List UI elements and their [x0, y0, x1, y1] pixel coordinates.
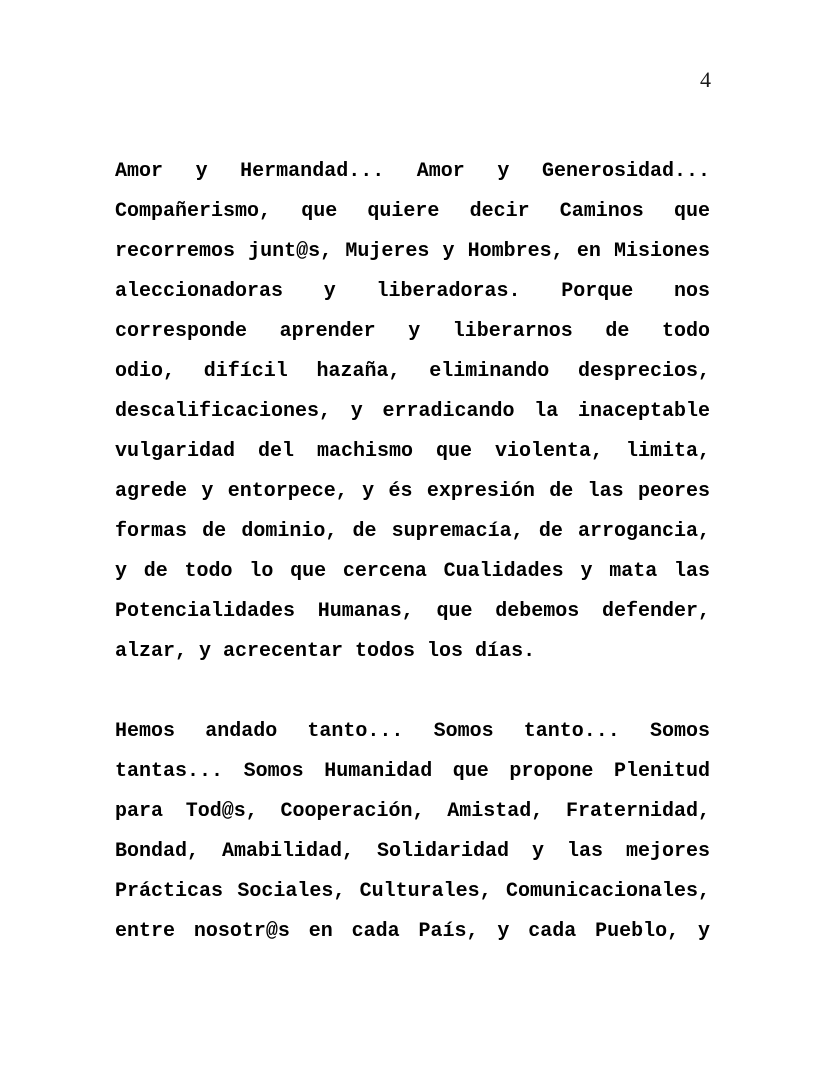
text-line: agrede y entorpece, y és expresión de las peores: [115, 480, 710, 503]
text-line: Amor y Hermandad... Amor y Generosidad...: [115, 160, 710, 183]
paragraph-2: [115, 712, 710, 952]
text-line: Hemos andado tanto... Somos tanto... Somos: [115, 720, 710, 743]
text-line: alzar, y acrecentar todos los días.: [115, 640, 536, 663]
text-line: recorremos junt@s, Mujeres y Hombres, en Misiones: [115, 240, 710, 263]
text-line: y de todo lo que cercena Cualidades y mata las: [115, 560, 710, 583]
text-line: aleccionadoras y liberadoras. Porque nos: [115, 280, 710, 303]
text-line: descalificaciones, y erradicando la inaceptable: [115, 400, 710, 423]
text-line: tantas... Somos Humanidad que propone Plenitud: [115, 760, 710, 783]
text-line: formas de dominio, de supremacía, de arrogancia,: [115, 520, 710, 543]
text-line: Compañerismo, que quiere decir Caminos que: [115, 200, 710, 223]
text-line: entre nosotr@s en cada País, y cada Pueblo, y: [115, 920, 710, 943]
page-number: 4: [700, 67, 711, 92]
text-line: para Tod@s, Cooperación, Amistad, Fraternidad,: [115, 800, 710, 823]
text-line: vulgaridad del machismo que violenta, limita,: [115, 440, 710, 463]
text-line: corresponde aprender y liberarnos de todo: [115, 320, 710, 343]
paragraph-spacer: [115, 672, 710, 712]
paragraph-1: [115, 152, 710, 672]
text-line: odio, difícil hazaña, eliminando desprecios,: [115, 360, 710, 383]
text-line: Prácticas Sociales, Culturales, Comunicacionales,: [115, 880, 710, 903]
text-line: Bondad, Amabilidad, Solidaridad y las mejores: [115, 840, 710, 863]
text-line: Potencialidades Humanas, que debemos defender,: [115, 600, 710, 623]
document-body: [115, 152, 710, 952]
